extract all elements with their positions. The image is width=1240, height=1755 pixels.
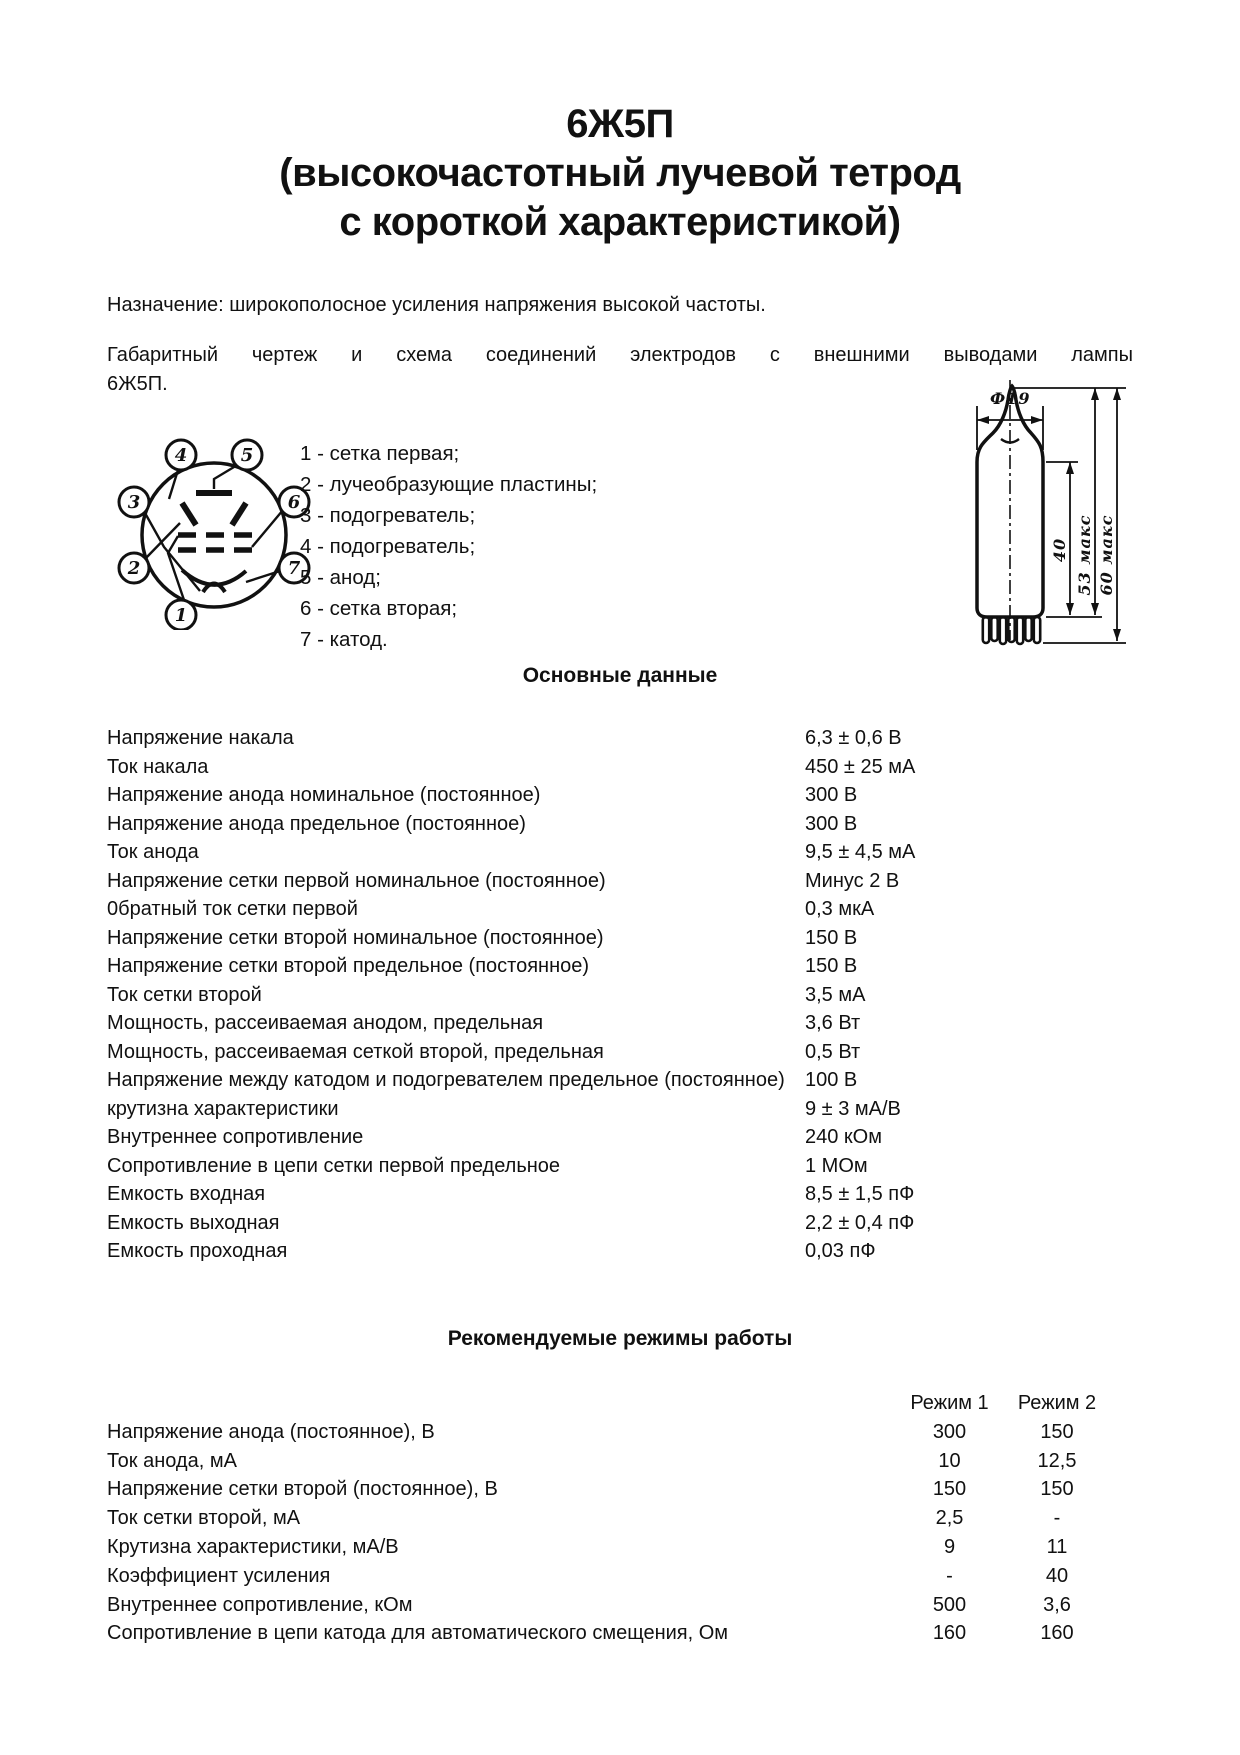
mode2-value: 40 xyxy=(1045,1564,1069,1587)
table-row xyxy=(107,1619,1133,1648)
mode1-value: 2,5 xyxy=(935,1507,964,1530)
param-value: 3,6 Вт xyxy=(805,1012,861,1034)
param-label: Сопротивление в цепи сетки первой предельное xyxy=(107,1154,561,1177)
param-value: 240 кОм xyxy=(805,1126,882,1148)
basic-data-title: Основные данные xyxy=(522,664,718,687)
legend-item: 5 - анод; xyxy=(300,566,381,589)
data-row xyxy=(107,810,1133,839)
mode-param-label: Коэффициент усиления xyxy=(107,1564,331,1587)
table-row xyxy=(107,1447,1133,1476)
param-label: 0братный ток сетки первой xyxy=(107,898,358,920)
param-value: 0,3 мкА xyxy=(805,898,875,920)
purpose-text: Назначение: широкополосное усиления напряжения высокой частоты. xyxy=(107,294,766,316)
mode2-value: 11 xyxy=(1046,1535,1068,1558)
data-row xyxy=(107,1123,1133,1152)
legend-item: 6 - сетка вторая; xyxy=(300,597,458,620)
page-title xyxy=(0,100,1240,247)
param-label: Напряжение сетки второй номинальное (постоянное) xyxy=(107,926,604,949)
param-label: Емкость входная xyxy=(107,1183,266,1205)
param-value: 1 МОм xyxy=(805,1154,868,1177)
pin-4-number: 4 xyxy=(174,445,188,466)
param-label: Ток сетки второй xyxy=(107,983,262,1006)
param-value: Минус 2 В xyxy=(805,869,900,892)
pin-7-number: 7 xyxy=(287,558,301,579)
mode-param-label: Сопротивление в цепи катода для автоматического смещения, Ом xyxy=(107,1622,729,1645)
data-row xyxy=(107,1237,1133,1266)
basic-data-list xyxy=(107,724,1133,1266)
mode1-value: 150 xyxy=(932,1478,967,1501)
mode-param-label: Ток анода, мА xyxy=(107,1449,237,1472)
modes-column-header-2: Режим 2 xyxy=(1017,1392,1097,1414)
legend-item: 4 - подогреватель; xyxy=(300,535,476,558)
param-label: Емкость выходная xyxy=(107,1211,280,1234)
dim-label-diameter: Ф19 xyxy=(990,389,1031,408)
data-row xyxy=(107,1038,1133,1067)
modes-column-header-1: Режим 1 xyxy=(910,1392,989,1414)
param-label: Напряжение анода предельное (постоянное) xyxy=(107,812,526,835)
pin-5-number: 5 xyxy=(240,445,254,466)
dim-label-40: 40 xyxy=(1050,537,1069,563)
drawing-caption-line-2: 6Ж5П. xyxy=(107,373,168,395)
param-value: 3,5 мА xyxy=(805,983,866,1006)
table-row xyxy=(107,1562,1133,1591)
mode1-value: 10 xyxy=(938,1449,961,1472)
param-label: Напряжение между катодом и подогревателем предельное (постоянное) xyxy=(107,1069,785,1091)
table-row xyxy=(107,1475,1133,1504)
data-row xyxy=(107,1152,1133,1181)
grid-symbols xyxy=(178,535,252,550)
data-row xyxy=(107,1009,1133,1038)
param-value: 0,5 Вт xyxy=(805,1040,861,1063)
param-value: 300 В xyxy=(805,812,858,835)
param-label: Ток накала xyxy=(107,755,209,778)
pin-6-number: 6 xyxy=(287,492,301,513)
dim-label-53-max: 53 макс xyxy=(1075,514,1094,596)
mode-param-label: Напряжение сетки второй (постоянное), В xyxy=(107,1478,498,1501)
param-value: 6,3 ± 0,6 В xyxy=(805,727,902,749)
data-row xyxy=(107,867,1133,896)
param-value: 150 В xyxy=(805,926,858,949)
tube-socket-diagram xyxy=(112,435,317,630)
legend-item: 7 - катод. xyxy=(300,628,388,651)
dim-label-60-max: 60 макс xyxy=(1097,514,1116,596)
mode2-value: 12,5 xyxy=(1037,1449,1077,1472)
mode-param-label: Напряжение анода (постоянное), В xyxy=(107,1420,435,1443)
param-label: крутизна характеристики xyxy=(107,1097,339,1120)
table-row xyxy=(107,1591,1133,1620)
data-row xyxy=(107,1066,1133,1095)
param-label: Емкость проходная xyxy=(107,1240,288,1262)
param-label: Мощность, рассеиваемая анодом, предельная xyxy=(107,1012,544,1034)
param-value: 150 В xyxy=(805,955,858,977)
title-line-1: 6Ж5П xyxy=(566,102,674,146)
data-row xyxy=(107,724,1133,753)
table-row xyxy=(107,1418,1133,1447)
modes-header-row xyxy=(107,1389,1133,1418)
data-row xyxy=(107,952,1133,981)
param-label: Мощность, рассеиваемая сеткой второй, предельная xyxy=(107,1040,604,1063)
title-line-2: (высокочастотный лучевой тетрод xyxy=(279,151,961,195)
modes-title: Рекомендуемые режимы работы xyxy=(447,1327,793,1350)
tube-dimension-drawing xyxy=(940,350,1140,650)
table-row xyxy=(107,1504,1133,1533)
mode-param-label: Ток сетки второй, мА xyxy=(107,1507,301,1530)
mode2-value: 160 xyxy=(1040,1622,1074,1645)
param-value: 9 ± 3 мА/В xyxy=(805,1097,901,1120)
param-label: Ток анода xyxy=(107,841,199,863)
mode1-value: 160 xyxy=(932,1622,967,1645)
pin-legend xyxy=(300,438,597,655)
mode1-value: 9 xyxy=(943,1535,956,1558)
data-row xyxy=(107,838,1133,867)
param-value: 300 В xyxy=(805,784,858,806)
legend-item: 3 - подогреватель; xyxy=(300,504,476,527)
param-label: Напряжение сетки второй предельное (постоянное) xyxy=(107,955,590,977)
data-row xyxy=(107,1180,1133,1209)
data-row xyxy=(107,924,1133,953)
data-row xyxy=(107,895,1133,924)
mode2-value: 150 xyxy=(1040,1478,1074,1501)
param-label: Напряжение анода номинальное (постоянное) xyxy=(107,784,541,806)
pin-3-number: 3 xyxy=(127,492,141,513)
legend-item: 2 - лучеобразующие пластины; xyxy=(300,473,598,496)
param-value: 450 ± 25 мА xyxy=(805,755,916,778)
param-value: 2,2 ± 0,4 пФ xyxy=(805,1211,915,1234)
data-row xyxy=(107,981,1133,1010)
param-value: 9,5 ± 4,5 мА xyxy=(805,841,916,863)
modes-table xyxy=(107,1389,1133,1648)
mode1-value: 300 xyxy=(932,1420,967,1443)
mode-param-label: Внутреннее сопротивление, кОм xyxy=(107,1593,413,1616)
table-row xyxy=(107,1533,1133,1562)
data-row xyxy=(107,753,1133,782)
mode2-value: 3,6 xyxy=(1043,1593,1071,1616)
mode2-value: 150 xyxy=(1040,1420,1074,1443)
param-label: Напряжение накала xyxy=(107,727,294,749)
mode1-value: 500 xyxy=(932,1593,967,1616)
legend-item: 1 - сетка первая; xyxy=(300,442,460,465)
param-value: 0,03 пФ xyxy=(805,1240,876,1262)
mode1-value: - xyxy=(946,1564,953,1587)
mode2-value: - xyxy=(1053,1507,1061,1530)
param-value: 8,5 ± 1,5 пФ xyxy=(805,1183,915,1205)
pin-2-number: 2 xyxy=(127,558,141,579)
mode-param-label: Крутизна характеристики, мА/В xyxy=(107,1535,399,1558)
data-row xyxy=(107,1095,1133,1124)
data-row xyxy=(107,1209,1133,1238)
drawing-caption-line-1: Габаритный чертеж и схема соединений электродов с внешними выводами лампы xyxy=(107,344,1133,366)
data-row xyxy=(107,781,1133,810)
title-line-3: с короткой характеристикой) xyxy=(339,200,901,244)
tube-pins xyxy=(983,617,1040,644)
pin-1-number: 1 xyxy=(174,605,188,626)
param-label: Напряжение сетки первой номинальное (постоянное) xyxy=(107,869,606,892)
param-label: Внутреннее сопротивление xyxy=(107,1126,364,1148)
beam-plates-symbol xyxy=(182,503,246,525)
param-value: 100 В xyxy=(805,1069,858,1091)
